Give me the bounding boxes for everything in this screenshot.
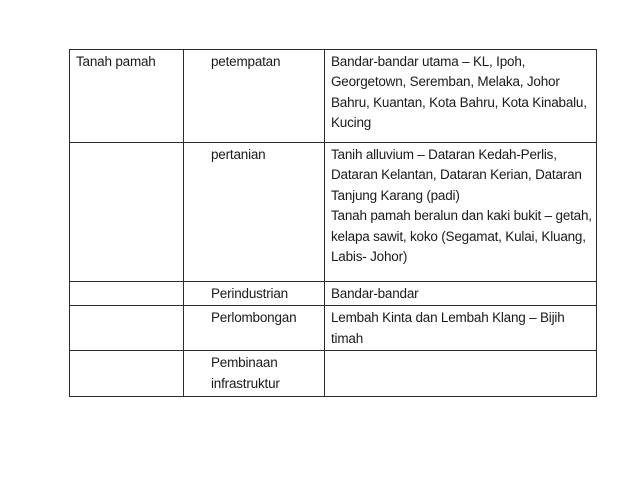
activity-cell [184, 351, 325, 397]
activity-cell: Perlombongan [184, 306, 325, 351]
region-cell: Tanah pamah [70, 50, 184, 143]
description-line: Bahru, Kuantan, Kota Bahru, Kota Kinabalu, [331, 94, 587, 110]
table-row [70, 306, 597, 351]
region-cell [70, 282, 184, 306]
description-line: timah [331, 330, 364, 346]
description-line: Lembah Kinta dan Lembah Klang – Bijih [331, 310, 565, 326]
description-line: kelapa sawit, koko (Segamat, Kulai, Kluang, [331, 228, 586, 244]
activity-line: Pembinaan [211, 355, 278, 371]
description-line: Bandar-bandar utama – KL, Ipoh, [331, 54, 526, 69]
description-cell [325, 351, 597, 397]
description-cell [325, 143, 597, 282]
description-line: Bandar-bandar [331, 286, 419, 301]
description-line: Georgetown, Seremban, Melaka, Johor [331, 74, 560, 90]
description-line: Labis- Johor) [331, 249, 408, 265]
geography-table [69, 49, 597, 397]
description-line: Tanah pamah beralun dan kaki bukit – getah, [331, 208, 592, 224]
description-line: Dataran Kelantan, Dataran Kerian, Dataran [331, 167, 582, 183]
activity-cell: petempatan [184, 50, 325, 143]
table-row [70, 351, 597, 397]
table-row [70, 50, 597, 143]
description-line: Tanjung Karang (padi) [331, 187, 460, 203]
activity-line: infrastruktur [211, 375, 280, 391]
description-cell [325, 50, 597, 143]
description-cell [325, 306, 597, 351]
description-line: Kucing [331, 115, 372, 131]
table-row [70, 282, 597, 306]
activity-cell: pertanian [184, 143, 325, 282]
region-cell [70, 351, 184, 397]
region-cell [70, 143, 184, 282]
activity-cell: Perindustrian [184, 282, 325, 306]
description-line: Tanih alluvium – Dataran Kedah-Perlis, [331, 147, 557, 162]
description-cell [325, 282, 597, 306]
region-cell [70, 306, 184, 351]
table-row [70, 143, 597, 282]
